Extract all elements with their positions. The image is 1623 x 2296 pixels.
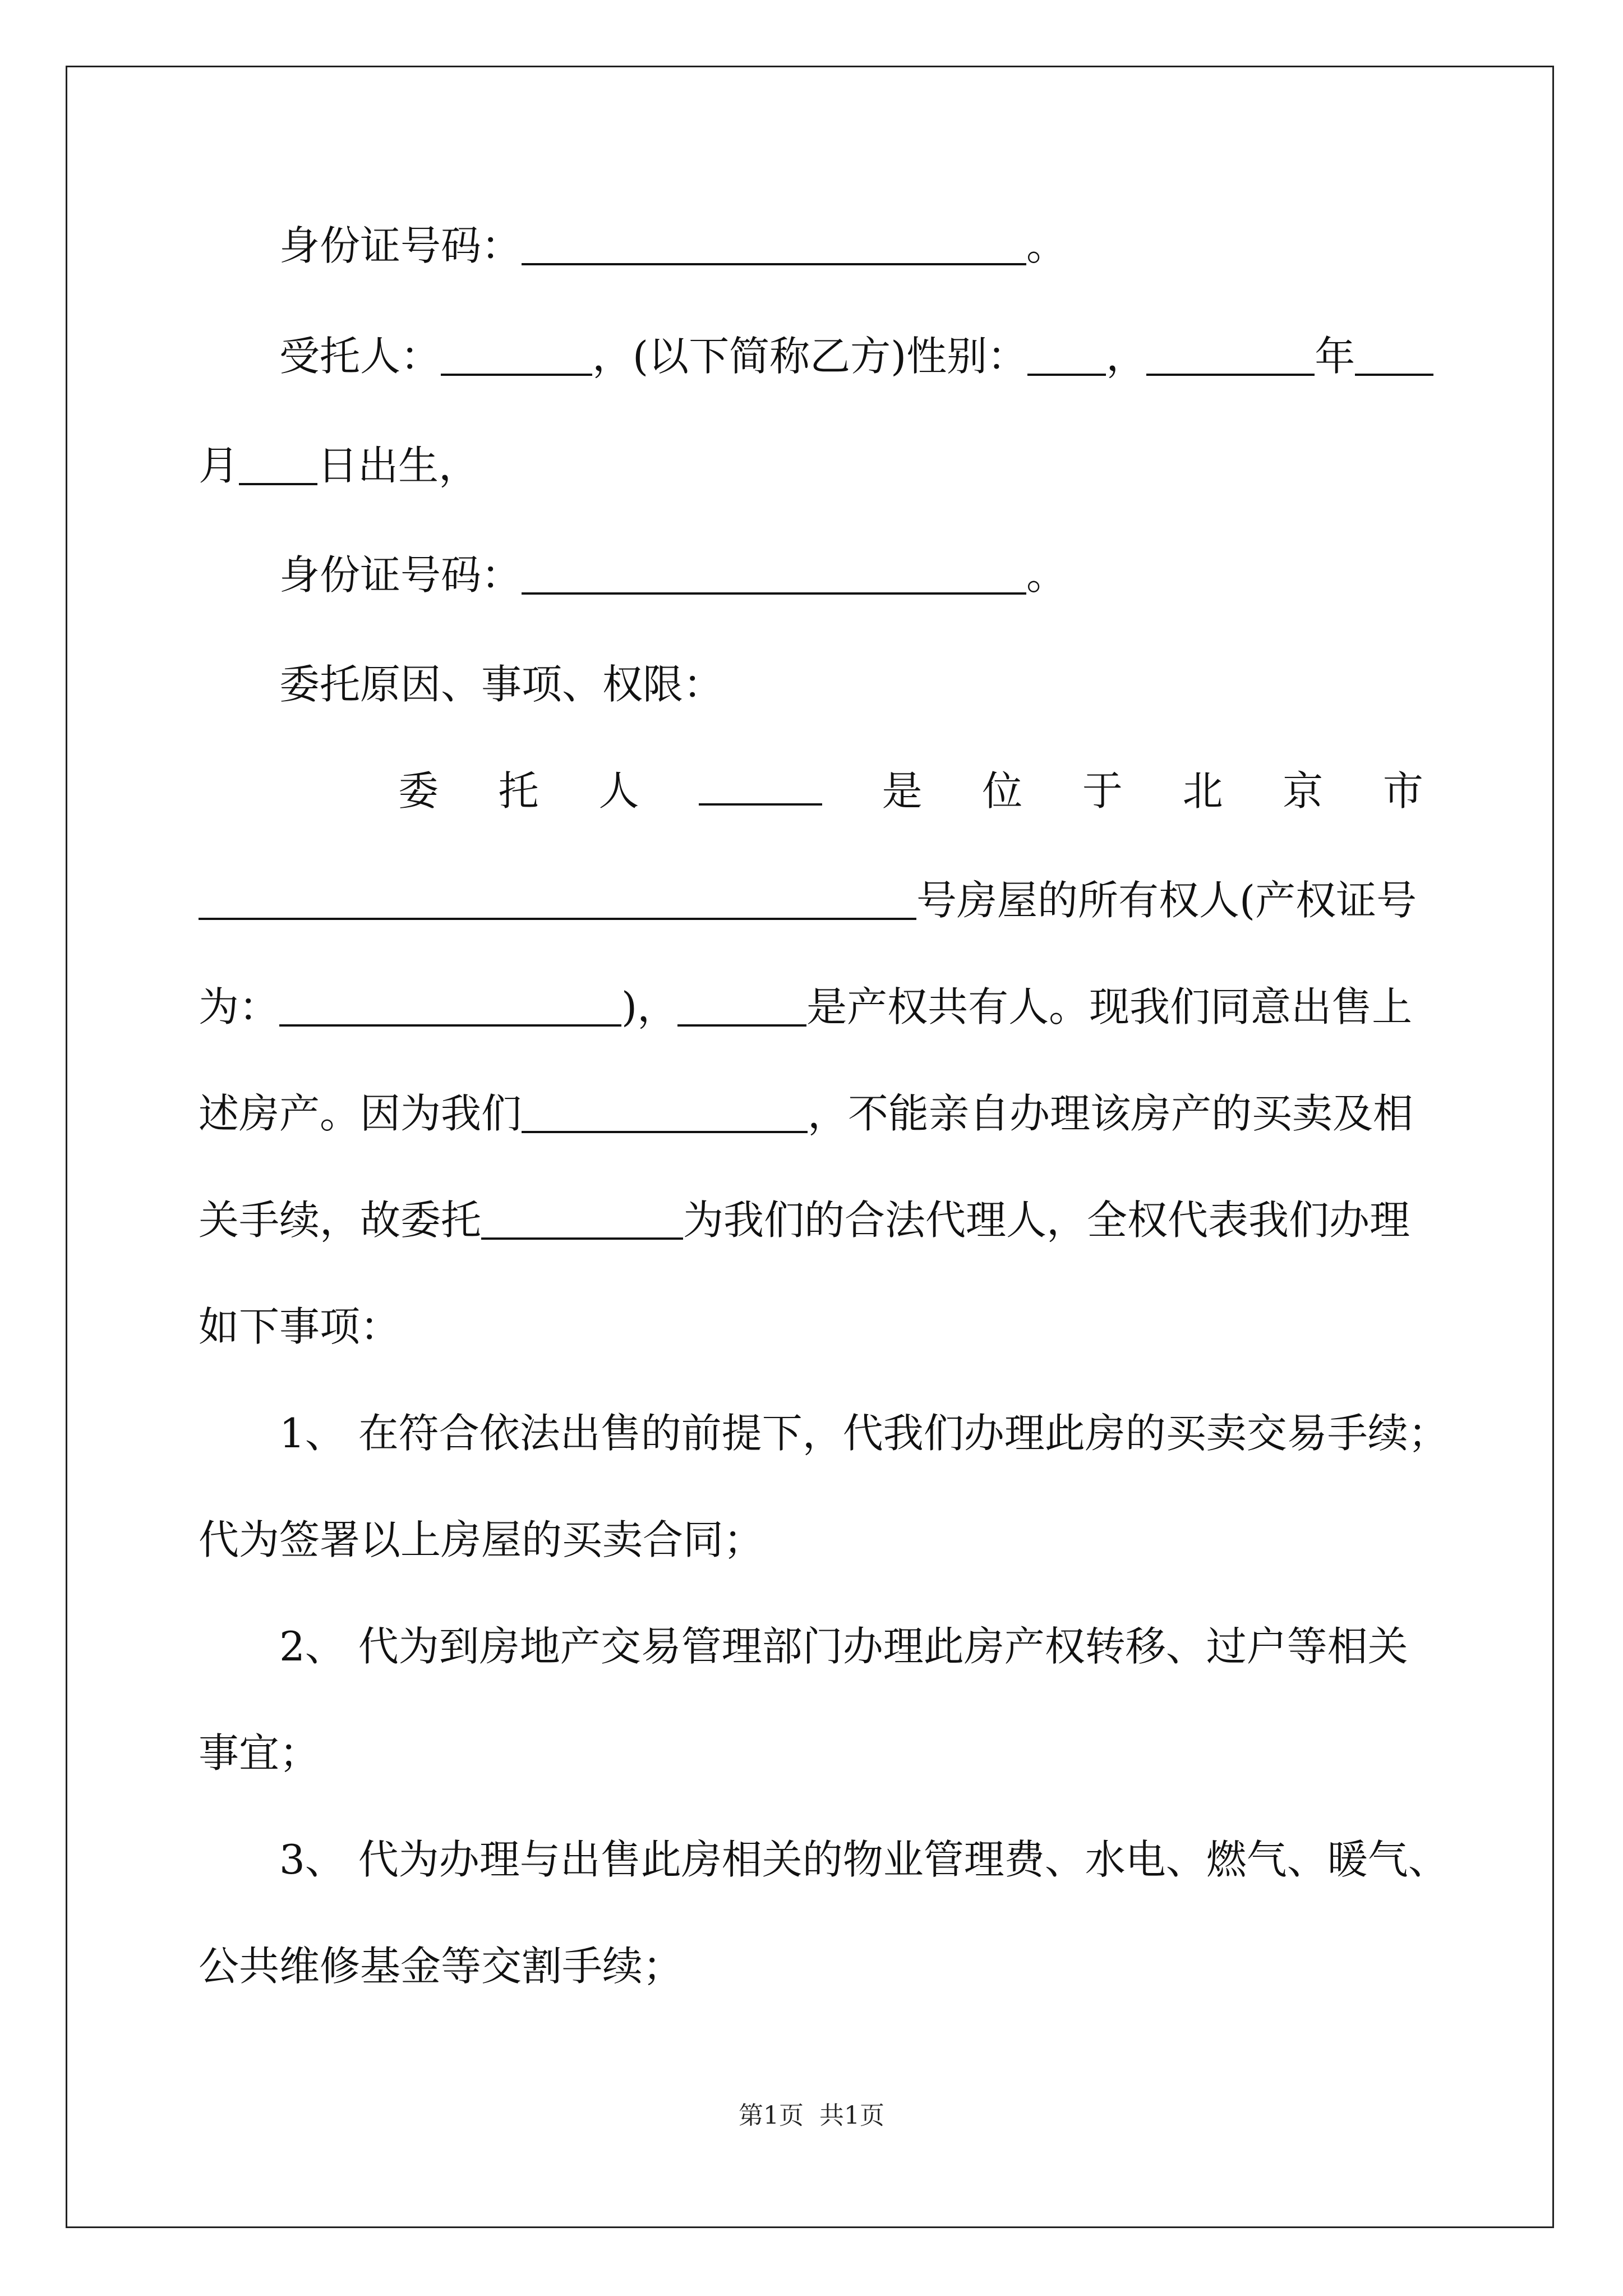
blank-field[interactable]: [522, 223, 1026, 265]
label: 受托人：: [279, 333, 441, 380]
text-line: [199, 1299, 400, 1355]
text: 委托原因、事项、权限：: [279, 661, 724, 708]
char: 于: [1082, 767, 1123, 815]
reason-heading: [279, 656, 723, 712]
char: 人: [598, 767, 639, 815]
label: 身份证号码：: [279, 551, 522, 599]
text: 年: [1315, 333, 1355, 380]
blank-field[interactable]: [441, 333, 592, 376]
item-1: [279, 1405, 1449, 1461]
text: 是产权共有人。现我们同意出售上: [806, 983, 1413, 1030]
text: 3、 代为办理与出售此房相关的物业管理费、水电、燃气、暖气、: [279, 1836, 1449, 1883]
page-border: [66, 66, 1554, 2228]
text: 公共维修基金等交割手续；: [199, 1943, 684, 1990]
char: 京: [1283, 767, 1324, 815]
text: 为我们的合法代理人，全权代表我们办理: [683, 1197, 1410, 1244]
page-total: 共1页: [819, 2101, 884, 2130]
blank-field[interactable]: [239, 443, 317, 485]
item-3: [279, 1832, 1449, 1888]
char: 市: [1382, 767, 1423, 815]
blank-field[interactable]: [522, 552, 1026, 595]
blank-field[interactable]: [279, 984, 621, 1027]
char: 托: [498, 767, 539, 815]
text: 为：: [199, 983, 280, 1030]
id-number-line-2: [279, 547, 1067, 603]
page-number: 第1页: [739, 2101, 804, 2130]
trustee-line: [279, 328, 1433, 384]
justified-line: [398, 763, 1423, 819]
page-footer: [0, 2099, 1623, 2133]
blank-field[interactable]: [699, 763, 822, 806]
label: 身份证号码：: [279, 222, 522, 269]
char: 位: [982, 767, 1023, 815]
blank-field[interactable]: [199, 877, 916, 920]
certificate-line: [199, 979, 1412, 1035]
text: 如下事项：: [199, 1303, 401, 1350]
text: 2、 代为到房地产交易管理部门办理此房产权转移、过户等相关: [279, 1623, 1408, 1670]
property-line: [199, 872, 1417, 928]
text: ，(以下简称乙方)性别：: [592, 333, 1028, 380]
text: ，不能亲自办理该房产的买卖及相: [808, 1090, 1414, 1137]
item-1-cont: [199, 1512, 764, 1568]
blank-field[interactable]: [1355, 333, 1433, 376]
reason-line: [199, 1085, 1413, 1142]
item-3-cont: [199, 1938, 683, 1994]
item-2: [279, 1618, 1408, 1674]
blank-field[interactable]: [481, 1197, 683, 1240]
id-number-line-1: [279, 218, 1067, 274]
blank-field[interactable]: [1027, 333, 1106, 376]
item-2-cont: [199, 1725, 320, 1781]
char: 委: [398, 767, 439, 815]
text: 。: [1026, 222, 1067, 269]
text: 事宜；: [199, 1729, 320, 1777]
text: )，: [621, 983, 678, 1030]
text: 月: [199, 442, 239, 489]
blank-field[interactable]: [677, 984, 806, 1027]
text: 号房屋的所有权人(产权证号: [916, 877, 1417, 924]
text: ，: [1106, 333, 1147, 380]
text: 日出生，: [317, 442, 479, 489]
blank-field[interactable]: [1146, 333, 1315, 376]
text: 代为签署以上房屋的买卖合同；: [199, 1516, 764, 1563]
entrust-line: [199, 1192, 1410, 1248]
blank-field[interactable]: [522, 1091, 808, 1133]
char: 北: [1182, 767, 1223, 815]
text: 1、 在符合依法出售的前提下，代我们办理此房的买卖交易手续；: [279, 1410, 1449, 1457]
text: 关手续，故委托: [199, 1197, 482, 1244]
text: 。: [1026, 551, 1067, 599]
birth-line: [199, 438, 479, 494]
text: 述房产。因为我们: [199, 1090, 522, 1137]
char: 是: [882, 767, 923, 815]
